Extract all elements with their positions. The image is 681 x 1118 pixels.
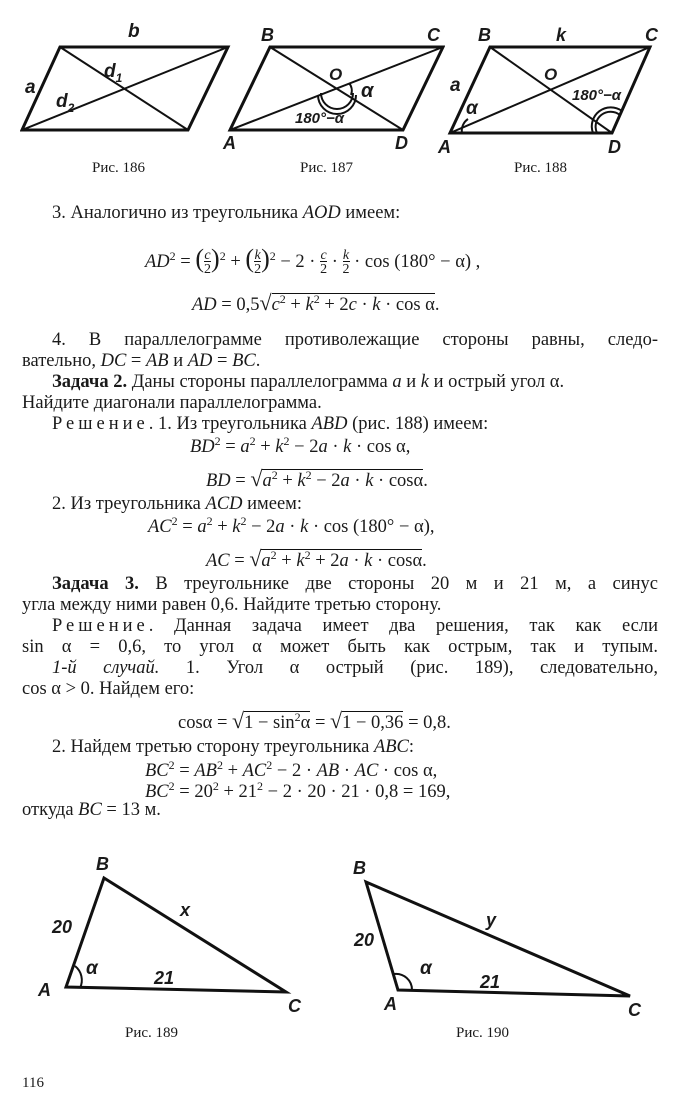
text-line: Задача 2. Даны стороны параллелограмма a и k и острый угол α. bbox=[52, 372, 565, 392]
text-line: sin α = 0,6, то угол α может быть как острым, так и тупым. bbox=[22, 637, 658, 657]
label-D: D bbox=[608, 137, 621, 157]
label-21: 21 bbox=[154, 968, 175, 988]
label-C: C bbox=[645, 25, 658, 45]
label-D: D bbox=[395, 133, 408, 153]
label-A: A bbox=[38, 980, 51, 1000]
label-angle: 180°−α bbox=[572, 87, 622, 104]
text-line: Найдите диагонали параллелограмма. bbox=[22, 393, 322, 413]
label-A: A bbox=[223, 133, 236, 153]
label-B: B bbox=[96, 854, 109, 874]
label-C: C bbox=[427, 25, 440, 45]
label-k: k bbox=[556, 25, 567, 45]
label-alpha: α bbox=[420, 958, 432, 979]
caption-186: Рис. 186 bbox=[92, 160, 146, 176]
formula-bc-1: $BC^2 = AB^2 + AC^2 - 2$ · AB · AC · cos α, bbox=[145, 758, 438, 782]
page-number: 116 bbox=[22, 1075, 44, 1091]
label-O: O bbox=[544, 65, 558, 84]
label-21: 21 bbox=[480, 972, 501, 992]
text-line: 2. Найдем третью сторону треугольника ABC: bbox=[52, 737, 415, 757]
formula-ac-squared: $AC^2 = a^2 + k^2 - 2a \cdot k \cdot \cos (180^\circ - \alpha)$, bbox=[148, 514, 435, 538]
figure-189 bbox=[30, 854, 301, 1016]
label-alpha: α bbox=[466, 98, 478, 119]
label-alpha: α bbox=[86, 958, 98, 979]
label-y: y bbox=[486, 910, 497, 930]
text-line: Решение. 1. Из треугольника ABD (рис. 188) имеем: bbox=[52, 414, 489, 434]
text-line: cos α > 0. Найдем его: bbox=[22, 679, 195, 699]
label-a: a bbox=[450, 75, 461, 96]
label-A: A bbox=[438, 137, 451, 157]
label-a: a bbox=[25, 77, 36, 98]
caption-187: Рис. 187 bbox=[300, 160, 354, 176]
formula-cos: $\cos\alpha = √1 - \sin^2\alpha = √1 - 0,36 = 0,8$. bbox=[178, 708, 451, 733]
label-B: B bbox=[478, 25, 491, 45]
text-line: 2. Из треугольника ACD имеем: bbox=[52, 494, 303, 514]
figure-186 bbox=[20, 21, 235, 135]
label-20: 20 bbox=[52, 917, 73, 937]
label-b: b bbox=[128, 21, 140, 42]
label-O: O bbox=[329, 65, 343, 84]
label-C: C bbox=[628, 1000, 641, 1020]
label-angle: 180°−α bbox=[295, 110, 345, 127]
label-d2: $d_2$ bbox=[56, 91, 75, 115]
text-line: угла между ними равен 0,6. Найдите третью сторону. bbox=[22, 595, 442, 615]
text-line: 4. В параллелограмме противолежащие стороны равны, следо- bbox=[52, 330, 658, 350]
caption-188: Рис. 188 bbox=[514, 160, 568, 176]
formula-ac: AC = $√a^2 + k^2 + 2a \cdot k \cdot \cos\alpha$. bbox=[206, 546, 427, 571]
formula-ad: AD = $0,5√c^2 + k^2 + 2c \cdot k \cdot \cos \alpha$. bbox=[192, 290, 440, 315]
text-line: откуда BC = 13 м. bbox=[22, 800, 161, 820]
label-C: C bbox=[288, 996, 301, 1016]
text-line: 1-й случай. 1. Угол α острый (рис. 189), следовательно, bbox=[52, 658, 659, 678]
figure-188 bbox=[438, 25, 670, 157]
text-line: вательно, DC = AB и AD = BC. bbox=[22, 351, 261, 371]
text-line: Задача 3. В треугольнике две стороны 20 м и 21 м, а синус bbox=[52, 574, 658, 594]
formula-ad-squared: $AD^2 = (\frac{c}{2})^2 + (\frac{k}{2})^2 - 2 \cdot \frac{c}{2} \cdot \frac{k}{2} \cdot \cos (180^\circ - \alpha)$ , bbox=[145, 244, 481, 277]
figure-190 bbox=[340, 858, 641, 1020]
formula-bd-squared: $BD^2 = a^2 + k^2 - 2a \cdot k \cdot \cos \alpha$, bbox=[190, 434, 411, 458]
figure-187 bbox=[215, 25, 445, 153]
label-alpha: α bbox=[361, 80, 374, 102]
label-B: B bbox=[261, 25, 274, 45]
caption-189: Рис. 189 bbox=[125, 1025, 179, 1041]
formula-bc-2: $BC^2 = 20^2 + 21^2 - 2 \cdot 20 \cdot 21 \cdot 0,8 = 169$, bbox=[145, 779, 451, 803]
text-line: 3. Аналогично из треугольника AOD имеем: bbox=[52, 203, 401, 223]
label-A: A bbox=[384, 994, 397, 1014]
text-line: Решение. Данная задача имеет два решения, так как если bbox=[52, 616, 658, 636]
label-x: x bbox=[180, 900, 191, 920]
label-d1: $d_1$ bbox=[104, 61, 123, 85]
formula-bd: BD = $√a^2 + k^2 - 2a \cdot k \cdot \cos\alpha$. bbox=[206, 466, 428, 491]
label-20: 20 bbox=[354, 930, 375, 950]
caption-190: Рис. 190 bbox=[456, 1025, 510, 1041]
label-B: B bbox=[353, 858, 366, 878]
